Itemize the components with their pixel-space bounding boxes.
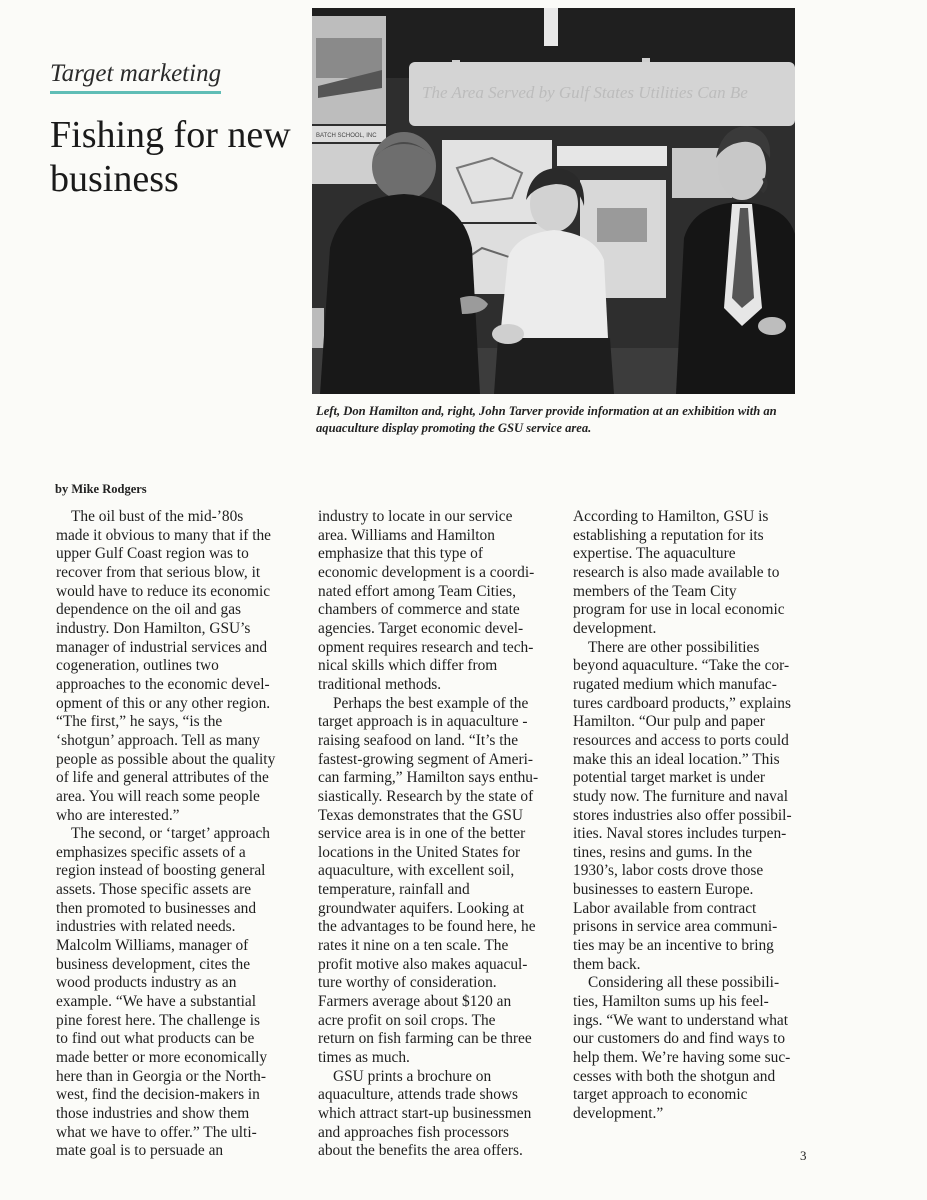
paragraph: GSU prints a brochure on aquaculture, attends trade shows which attract start-up businessmen and approaches fish processors about the benefits the area offers.: [318, 1067, 532, 1160]
photo-caption: Left, Don Hamilton and, right, John Tarver provide information at an exhibition with an aquaculture display promoting the GSU service area.: [316, 404, 777, 435]
exhibition-photo: [312, 8, 795, 394]
article-column-3: [573, 508, 813, 1124]
article-headline: Fishing for new business: [50, 114, 291, 200]
section-kicker: Target marketing: [50, 60, 221, 94]
paragraph: Considering all these possibili- ties, Hamilton sums up his feel- ings. “We want to understand what our customers do and find ways to help them. We’re having some suc- cesses with both the shotgun and target approach to economic development.”: [573, 974, 791, 1122]
article-column-1: [56, 508, 292, 1161]
byline: by Mike Rodgers: [55, 482, 147, 496]
page-number: 3: [800, 1148, 807, 1163]
paragraph: The second, or ‘target’ approach emphasizes specific assets of a region instead of boosting general assets. Those specific assets are then promoted to businesses and industries with related needs. Malcolm Williams, manager of business development, cites the wood products industry as an example. “We have a substantial pine forest here. The challenge is to find out what products can be made better or more economically here than in Georgia or the North- west, find the decision-makers in those industries and show them what we have to offer.” The ulti- mate goal is to persuade an: [56, 825, 270, 1160]
paragraph: industry to locate in our service area. Williams and Hamilton emphasize that this type of economic development is a coordi- nated effort among Team Cities, chambers of commerce and state agencies. Target economic devel- opment requires research and tech- nical skills which differ from traditional methods.: [318, 508, 535, 693]
paragraph: According to Hamilton, GSU is establishing a reputation for its expertise. The aquaculture research is also made available to members of the Team City program for use in local economic development.: [573, 508, 785, 637]
article-column-2: [318, 508, 546, 1161]
booth-banner-sign: The Area Served by Gulf States Utilities Can Be: [422, 83, 748, 102]
paragraph: Perhaps the best example of the target approach is in aquaculture - raising seafood on land. “It’s the fastest-growing segment of Ameri- can farming,” Hamilton says enthu- siastically. Research by the state of Texas demonstrates that the GSU service area is in one of the better locations in the United States for aquaculture, with excellent soil, temperature, rainfall and groundwater aquifers. Looking at the advantages to be found here, he rates it nine on a ten scale. The profit motive also makes aquacul- ture worthy of consideration. Farmers average about $120 an acre profit on soil crops. The return on fish farming can be three times as much.: [318, 694, 539, 1067]
booth-panel-sign: BATCH SCHOOL, INC: [316, 133, 377, 139]
paragraph: There are other possibilities beyond aquaculture. “Take the cor- rugated medium which manufac- tures cardboard products,” explains Hamilton. “Our pulp and paper resources and access to ports could make this an ideal location.” This potential target market is under study now. The furniture and naval stores industries also offer possibil- ities. Naval stores includes turpen- tines, resins and gums. In the 1930’s, labor costs drove those businesses to eastern Europe. Labor available from contract prisons in service area communi- ties may be an incentive to bring them back.: [573, 638, 792, 973]
paragraph: The oil bust of the mid-’80s made it obvious to many that if the upper Gulf Coast region was to recover from that serious blow, it would have to reduce its economic dependence on the oil and gas industry. Don Hamilton, GSU’s manager of industrial services and cogeneration, outlines two approaches to the economic devel- opment of this or any other region. “The first,” he says, “is the ‘shotgun’ approach. Tell as many people as possible about the quality of life and general attributes of the area. You will reach some people who are interested.”: [56, 508, 276, 824]
